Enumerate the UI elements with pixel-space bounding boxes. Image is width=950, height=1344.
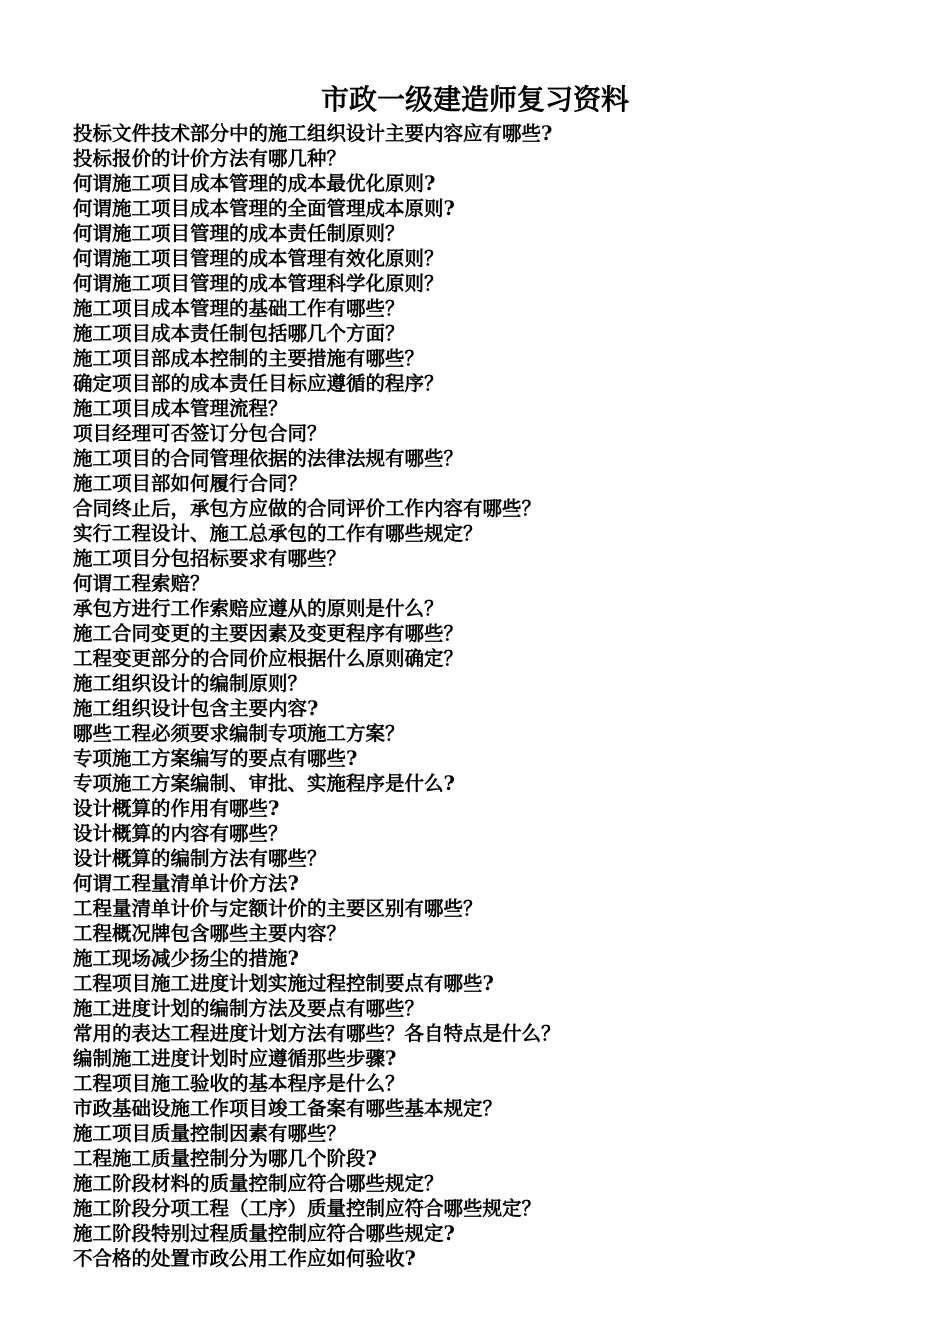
question-item: 实行工程设计、施工总承包的工作有哪些规定？ [73,522,483,545]
question-item: 施工进度计划的编制方法及要点有哪些？ [73,997,425,1020]
question-item: 专项施工方案编写的要点有哪些? [73,747,358,770]
question-item: 何谓施工项目成本管理的成本最优化原则? [73,172,436,195]
question-item: 常用的表达工程进度计划方法有哪些？各自特点是什么？ [73,1022,561,1045]
question-item: 不合格的处置市政公用工作应如何验收? [73,1247,416,1270]
question-item: 工程概况牌包含哪些主要内容？ [73,922,347,945]
question-item: 施工项目成本管理流程？ [73,397,288,420]
question-item: 施工项目成本责任制包括哪几个方面？ [73,322,405,345]
question-item: 何谓工程量清单计价方法? [73,872,299,895]
question-item: 市政基础设施工作项目竣工备案有哪些基本规定？ [73,1097,503,1120]
question-item: 投标报价的计价方法有哪几种？ [73,147,347,170]
question-item: 设计概算的作用有哪些? [73,797,280,820]
question-item: 何谓施工项目成本管理的全面管理成本原则? [73,197,455,220]
question-item: 工程项目施工进度计划实施过程控制要点有哪些? [73,972,494,995]
question-item: 工程变更部分的合同价应根据什么原则确定？ [73,647,464,670]
question-item: 专项施工方案编制、审批、实施程序是什么? [73,772,455,795]
question-item: 施工项目成本管理的基础工作有哪些？ [73,297,405,320]
question-item: 编制施工进度计划时应遵循那些步骤? [73,1047,397,1070]
question-item: 施工现场减少扬尘的措施? [73,947,299,970]
question-item: 施工合同变更的主要因素及变更程序有哪些？ [73,622,464,645]
question-item: 施工项目部成本控制的主要措施有哪些？ [73,347,425,370]
question-item: 施工项目质量控制因素有哪些？ [73,1122,347,1145]
question-item: 施工阶段特别过程质量控制应符合哪些规定? [73,1222,455,1245]
question-item: 施工项目分包招标要求有哪些？ [73,547,347,570]
question-item: 设计概算的编制方法有哪些？ [73,847,327,870]
question-item: 合同终止后，承包方应做的合同评价工作内容有哪些？ [73,497,542,520]
question-item: 工程量清单计价与定额计价的主要区别有哪些？ [73,897,483,920]
question-item: 施工项目的合同管理依据的法律法规有哪些？ [73,447,464,470]
question-item: 承包方进行工作索赔应遵从的原则是什么？ [73,597,444,620]
question-list [73,121,893,1271]
question-item: 项目经理可否签订分包合同？ [73,422,327,445]
question-item: 工程项目施工验收的基本程序是什么？ [73,1072,405,1095]
question-item: 投标文件技术部分中的施工组织设计主要内容应有哪些? [73,122,553,145]
question-item: 施工组织设计包含主要内容? [73,697,319,720]
question-item: 何谓工程索赔？ [73,572,210,595]
question-item: 施工组织设计的编制原则？ [73,672,308,695]
question-item: 哪些工程必须要求编制专项施工方案？ [73,722,405,745]
question-item: 工程施工质量控制分为哪几个阶段? [73,1147,377,1170]
question-item: 施工项目部如何履行合同？ [73,472,308,495]
question-item: 何谓施工项目管理的成本管理有效化原则？ [73,247,444,270]
question-item: 何谓施工项目管理的成本管理科学化原则？ [73,272,444,295]
question-item: 设计概算的内容有哪些？ [73,822,288,845]
question-item: 何谓施工项目管理的成本责任制原则？ [73,222,405,245]
question-item: 确定项目部的成本责任目标应遵循的程序？ [73,372,444,395]
question-item: 施工阶段分项工程（工序）质量控制应符合哪些规定？ [73,1197,542,1220]
document-title: 市政一级建造师复习资料 [320,83,629,116]
question-item: 施工阶段材料的质量控制应符合哪些规定？ [73,1172,444,1195]
